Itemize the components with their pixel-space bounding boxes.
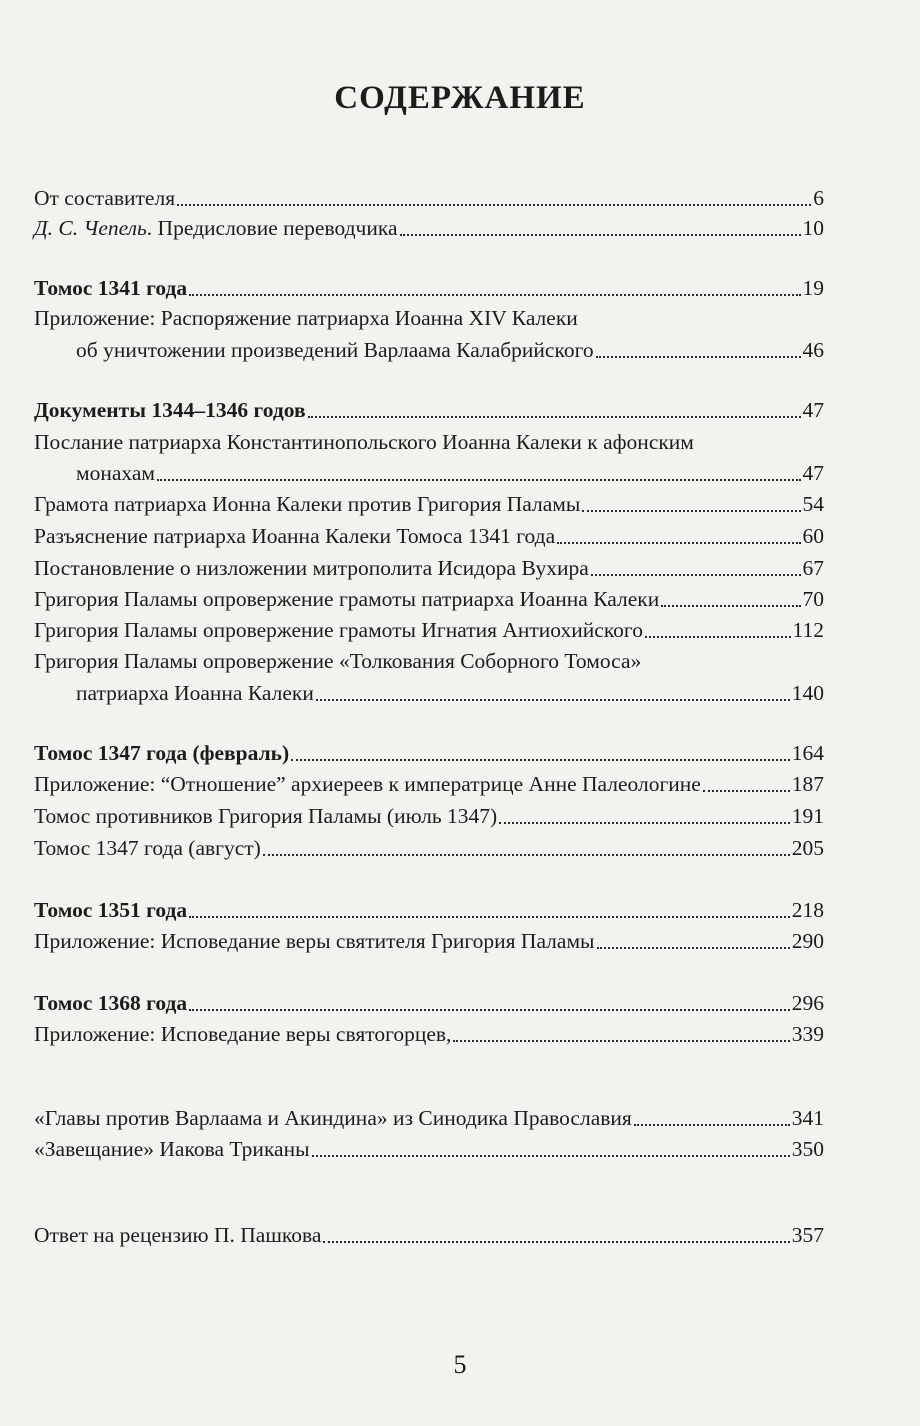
toc-entry bbox=[34, 1131, 824, 1163]
toc-section-title: Томос 1347 года (февраль) bbox=[34, 741, 290, 765]
toc-entry-title: Приложение: “Отношение” архиереев к императрице Анне Палеологине bbox=[34, 772, 701, 796]
toc-entry-page: 187 bbox=[791, 772, 824, 796]
toc-entry bbox=[34, 1016, 824, 1048]
toc-entry-title: Постановление о низложении митрополита Исидора Вухира bbox=[34, 556, 589, 580]
toc-entry-page: 164 bbox=[791, 741, 824, 765]
dot-leader bbox=[263, 853, 790, 856]
toc-entry-page: 339 bbox=[791, 1022, 824, 1046]
toc-entry-page: 296 bbox=[791, 991, 824, 1015]
toc-section-title: Томос 1368 года bbox=[34, 991, 188, 1015]
toc-entry-title: об уничтожении произведений Варлаама Калабрийского bbox=[76, 338, 594, 362]
toc-entry bbox=[34, 766, 824, 798]
dot-leader bbox=[189, 915, 790, 918]
toc-entry-author: Д. С. Чепель bbox=[34, 216, 147, 240]
toc-entry-first-line: Григория Паламы опровержение «Толкования Соборного Томоса» bbox=[34, 649, 642, 673]
toc-entry bbox=[34, 581, 824, 613]
toc-section-title: Томос 1351 года bbox=[34, 898, 188, 922]
dot-leader bbox=[312, 1154, 790, 1157]
toc-entry-title: От составителя bbox=[34, 186, 176, 210]
toc-entry-title: монахам bbox=[76, 461, 156, 485]
toc-entry bbox=[34, 612, 824, 644]
toc-section bbox=[34, 392, 824, 424]
dot-leader bbox=[157, 478, 800, 481]
toc-entry-title: Томос противников Григория Паламы (июль 1347) bbox=[34, 804, 498, 828]
toc-entry bbox=[34, 518, 824, 550]
toc-entry bbox=[34, 1217, 824, 1249]
toc-entry-page: 112 bbox=[792, 618, 824, 642]
dot-leader bbox=[316, 698, 790, 701]
toc-entry-title: Приложение: Исповедание веры святогорцев, bbox=[34, 1022, 452, 1046]
toc-entry-page: 205 bbox=[791, 836, 824, 860]
dot-leader bbox=[582, 509, 800, 512]
toc-section bbox=[34, 985, 824, 1017]
toc-entry bbox=[34, 210, 824, 242]
dot-leader bbox=[645, 635, 791, 638]
toc-entry-title: . Предисловие переводчика bbox=[146, 216, 398, 240]
toc-entry-title: Приложение: Исповедание веры святителя Григория Паламы bbox=[34, 929, 595, 953]
toc-entry-page: 46 bbox=[802, 338, 824, 362]
toc-entry-title: Григория Паламы опровержение грамоты патриарха Иоанна Калеки bbox=[34, 587, 660, 611]
toc-entry bbox=[34, 830, 824, 862]
toc-entry-page: 218 bbox=[791, 898, 824, 922]
toc-section-title: Документы 1344–1346 годов bbox=[34, 398, 306, 422]
toc-entry-page: 67 bbox=[802, 556, 824, 580]
toc-entry-page: 140 bbox=[791, 681, 824, 705]
toc-entry-page: 191 bbox=[791, 804, 824, 828]
toc-entry-title: патриарха Иоанна Калеки bbox=[76, 681, 314, 705]
toc-section bbox=[34, 735, 824, 767]
dot-leader bbox=[323, 1240, 789, 1243]
toc-entry-page: 47 bbox=[802, 398, 824, 422]
dot-leader bbox=[453, 1039, 789, 1042]
dot-leader bbox=[189, 1008, 790, 1011]
page-number: 5 bbox=[453, 1350, 467, 1379]
dot-leader bbox=[499, 821, 790, 824]
toc-entry-first-line: Приложение: Распоряжение патриарха Иоанна XIV Калеки bbox=[34, 306, 578, 330]
toc-entry-title: Разъяснение патриарха Иоанна Калеки Томоса 1341 года bbox=[34, 524, 556, 548]
toc-entry bbox=[34, 923, 824, 955]
dot-leader bbox=[177, 203, 811, 206]
toc-entry-title: Ответ на рецензию П. Пашкова bbox=[34, 1223, 322, 1247]
toc-entry bbox=[76, 675, 824, 707]
toc-entry-page: 6 bbox=[813, 186, 824, 210]
dot-leader bbox=[634, 1123, 790, 1126]
dot-leader bbox=[557, 541, 800, 544]
toc-entry bbox=[34, 1100, 824, 1132]
toc-entry bbox=[34, 798, 824, 830]
toc-entry-first-line: Послание патриарха Константинопольского Иоанна Калеки к афонским bbox=[34, 430, 694, 454]
toc-entry-title: Томос 1347 года (август) bbox=[34, 836, 261, 860]
toc-entry-title: Грамота патриарха Ионна Калеки против Григория Паламы bbox=[34, 492, 581, 516]
toc-entry-title: «Главы против Варлаама и Акиндина» из Синодика Православия bbox=[34, 1106, 632, 1130]
toc-entry bbox=[76, 332, 824, 364]
dot-leader bbox=[661, 604, 800, 607]
toc-entry-page: 350 bbox=[791, 1137, 824, 1161]
toc-entry bbox=[34, 550, 824, 582]
dot-leader bbox=[291, 758, 790, 761]
toc-entry-page: 70 bbox=[802, 587, 824, 611]
dot-leader bbox=[703, 789, 790, 792]
dot-leader bbox=[308, 415, 801, 418]
toc-entry-page: 10 bbox=[802, 216, 824, 240]
toc-entry-page: 19 bbox=[802, 276, 824, 300]
toc-entry-page: 290 bbox=[791, 929, 824, 953]
page-title: СОДЕРЖАНИЕ bbox=[334, 80, 586, 116]
toc-entry-page: 357 bbox=[791, 1223, 824, 1247]
toc-entry-page: 54 bbox=[802, 492, 824, 516]
dot-leader bbox=[400, 233, 801, 236]
toc-entry-page: 47 bbox=[802, 461, 824, 485]
toc-entry bbox=[76, 455, 824, 487]
toc-section bbox=[34, 270, 824, 302]
toc-entry bbox=[34, 180, 824, 212]
toc-entry-page: 341 bbox=[791, 1106, 824, 1130]
toc-entry-title: Григория Паламы опровержение грамоты Игнатия Антиохийского bbox=[34, 618, 643, 642]
dot-leader bbox=[597, 946, 790, 949]
toc-section bbox=[34, 892, 824, 924]
dot-leader bbox=[591, 573, 801, 576]
toc-entry-page: 60 bbox=[802, 524, 824, 548]
toc-entry-title: «Завещание» Иакова Триканы bbox=[34, 1137, 310, 1161]
toc-entry bbox=[34, 486, 824, 518]
toc-section-title: Томос 1341 года bbox=[34, 276, 188, 300]
dot-leader bbox=[596, 355, 801, 358]
dot-leader bbox=[189, 293, 800, 296]
